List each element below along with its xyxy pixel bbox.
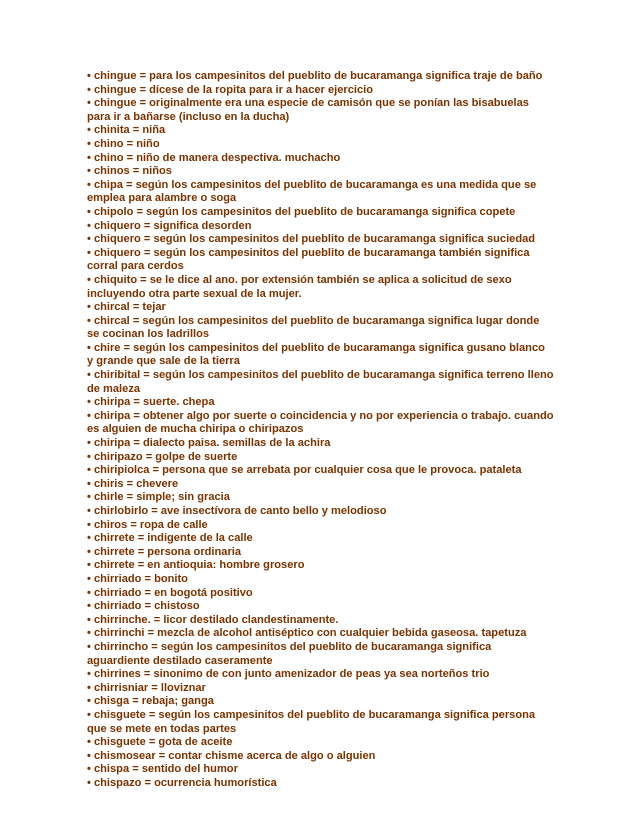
glossary-line: • chircal = tejar [87,301,166,314]
glossary-line: para ir a bañarse (incluso en la ducha) [87,110,290,123]
glossary-line: • chiris = chevere [87,477,179,490]
glossary-line: • chirrincho = según los campesinitos del pueblito de bucaramanga significa [87,640,492,653]
glossary-line: • chiripa = obtener algo por suerte o coincidencia y no por experiencia o trabajo. cuando [87,409,554,422]
glossary-line: • chirriado = en bogotá positivo [87,586,253,599]
glossary-line: • chircal = según los campesinitos del pueblito de bucaramanga significa lugar donde [87,314,540,327]
glossary-line: • chinita = niña [87,124,166,137]
glossary-line: • chiquero = significa desorden [87,219,252,232]
glossary-line: • chirle = simple; sin gracia [87,491,230,504]
glossary-line: • chispazo = ocurrencia humorística [87,776,277,789]
glossary-line: • chirriado = bonito [87,572,188,585]
glossary-line: y grande que sale de la tierra [87,355,240,368]
glossary-line: • chirriado = chistoso [87,600,200,613]
glossary-line: • chirrisniar = lloviznar [87,681,206,694]
glossary-line: • chiripa = dialecto paisa. semillas de la achira [87,437,331,450]
glossary-line: aguardiente destilado caseramente [87,654,273,667]
glossary-line: • chirlobirlo = ave insectívora de canto bello y melodioso [87,505,387,517]
glossary-line: • chiquito = se le dice al ano. por extensión también se aplica a solicitud de sexo [87,273,512,286]
glossary-line: • chirrinchi = mezcla de alcohol antiséptico con cualquier bebida gaseosa. tapetuza [87,627,527,640]
glossary-line: • chingue = dícese de la ropita para ir a hacer ejercicio [87,83,373,96]
glossary-line: • chirrete = en antioquia: hombre grosero [87,559,305,572]
glossary-line: • chiripiolca = persona que se arrebata por cualquier cosa que le provoca. pataleta [87,464,522,477]
glossary-line: • chirrete = indigente de la calle [87,532,253,545]
glossary-line: • chiquero = según los campesinitos del pueblito de bucaramanga también significa [87,246,530,259]
glossary-line: que se mete en todas partes [87,722,237,735]
glossary-line: es alguien de mucha chiripa o chiripazos [87,423,304,436]
glossary-line: • chisga = rebaja; ganga [87,695,214,708]
glossary-line: • chismosear = contar chisme acerca de algo o alguien [87,749,376,762]
glossary-line: • chiros = ropa de calle [87,518,208,531]
glossary-line: se cocinan los ladrillos [87,328,210,341]
glossary-line: • chisguete = gota de aceite [87,736,233,749]
glossary-line: emplea para alambre o soga [87,192,237,205]
glossary-line: • chipolo = según los campesinitos del pueblito de bucaramanga significa copete [87,205,516,218]
glossary-line: • chirrete = persona ordinaria [87,545,242,558]
glossary-line: • chingue = para los campesinitos del pueblito de bucaramanga significa traje de baño [87,70,543,82]
glossary-line: • chiripazo = golpe de suerte [87,450,238,463]
glossary-line: • chirrinche. = licor destilado clandestinamente. [87,613,339,626]
glossary-line: • chiquero = según los campesinitos del pueblito de bucaramanga significa suciedad [87,233,536,246]
glossary-line: corral para cerdos [87,260,184,273]
glossary-line: • chinos = niños [87,165,172,178]
glossary-list [87,70,567,790]
glossary-line: • chingue = originalmente era una especie de camisón que se ponían las bisabuelas [87,97,529,110]
glossary-line: • chiripa = suerte. chepa [87,396,215,409]
glossary-line: incluyendo otra parte sexual de la mujer. [87,287,302,300]
glossary-line: • chisguete = según los campesinitos del pueblito de bucaramanga significa persona [87,708,536,721]
glossary-line: • chipa = según los campesinitos del pueblito de bucaramanga es una medida que se [87,178,537,191]
glossary-line: • chino = niño [87,137,160,150]
glossary-line: • chirrines = sinonimo de con junto amenizador de peas ya sea norteños trio [87,668,490,681]
glossary-line: • chire = según los campesinitos del pueblito de bucaramanga significa gusano blanco [87,341,545,354]
glossary-line: • chispa = sentido del humor [87,763,238,776]
glossary-line: • chiribital = según los campesinitos del pueblito de bucaramanga significa terreno lleno [87,369,554,382]
glossary-line: • chino = niño de manera despectiva. muchacho [87,151,341,164]
glossary-line: de maleza [87,382,141,395]
